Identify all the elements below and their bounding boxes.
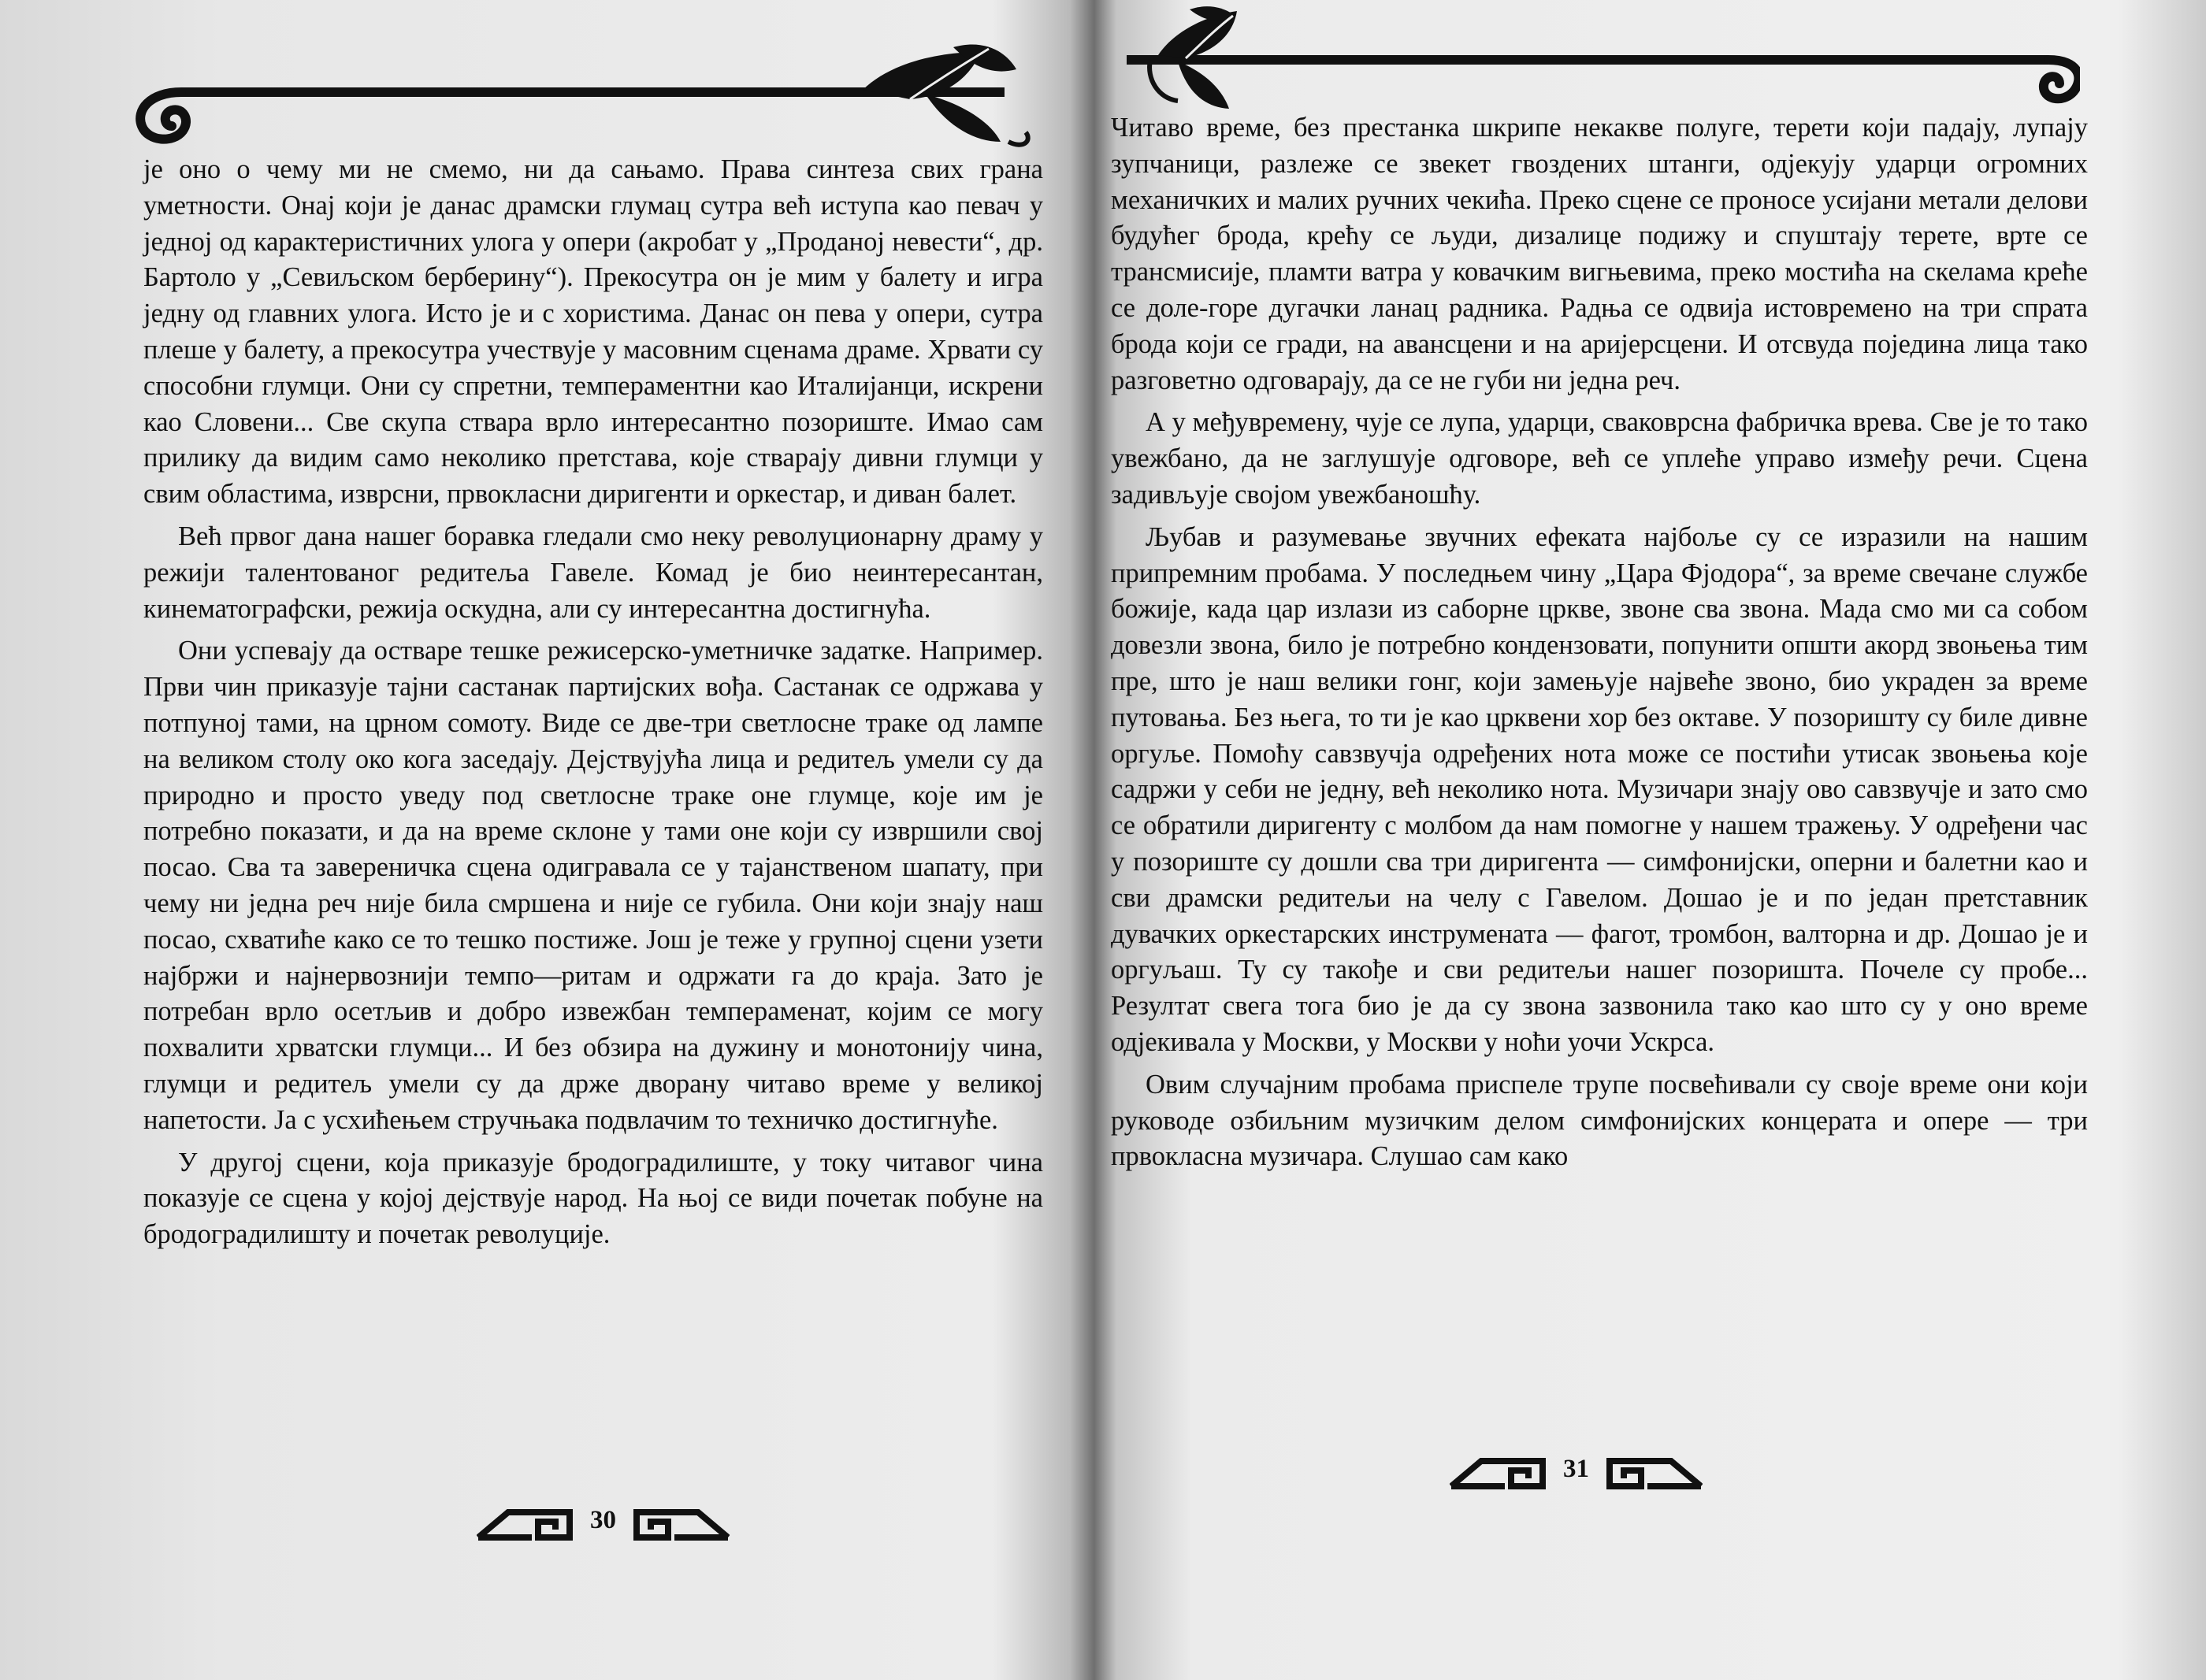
paragraph: Они успевају да остваре тешке режисерско-уметничке задатке. Например. Први чин приказује тајни састанак партијских вођа. Састанак се одржава у потпуној тами, на црном сомоту. Виде се две-три светлосне траке од лампе на великом столу око кога заседају. Дејствујућа лица и редитељ умели су да природно и просто уведу под светлосне траке оне глумце, које им је потребно показати, и да на време склоне у тами оне који су извршили свој посао. Сва та завереничка сцена одигравала се у тајанственом шапату, при чему ни једна реч није била смршена и није се губила. Они који знају наш посао, схватиће како се то тешко постиже. Још је теже у групној сцени узети најбржи и најнервознији темпо—ритам и одржати га до краја. Зато је потребан врло осетљив и добро извежбан темпераменат, којим се могу похвалити хрватски глумци... И без обзира на дужину и монотонију чина, глумци и редитељ умели су да држе дворану читаво време у великој напетости. Ја с усхићењем стручњака подвлачим то техничко достигнуће.	[143, 636, 1043, 1135]
page-footer	[1450, 1445, 1703, 1493]
greek-key-right-icon	[1600, 1445, 1703, 1493]
leaf-scroll-ornament-icon	[1103, 0, 2080, 126]
page-number: 31	[1563, 1454, 1589, 1483]
left-page	[0, 0, 1087, 1680]
paragraph: Овим случајним пробама приспеле трупе посвећивали су своје време они који руководе озбиљним музичким делом симфонијских концерата и опере — три првокласна музичара. Слушао сам како	[1111, 1069, 2088, 1172]
greek-key-left-icon	[477, 1496, 579, 1544]
paragraph: У другој сцени, која приказује бродоградилиште, у току читавог чина показује се сцена у којој дејствује народ. На њој се види почетак побуне на бродоградилишту и почетак револуције.	[143, 1147, 1043, 1250]
paragraph: Љубав и разумевање звучних ефеката најбоље су се изразили на нашим припремним пробама. У последњем чину „Цара Фјодора“, за време свечане службе божије, када цар излази из саборне цркве, звоне сва звона. Мада смо ми са собом довезли звона, било је потребно кондензовати, попунити општи акорд звоњења тим пре, што је наш велики гонг, који замењује највеће звоно, био украден за време путовања. Без њега, то ти је као црквени хор без октаве. У позоришту су биле дивне оргуље. Помоћу савзвучја одређених нота може се постићи утисак звоњења које садржи у себи не једну, већ неколико нота. Музичари знају ово савзвучје и зато смо се обратили диригенту с молбом да нам помогне у нашем тражењу. У одређени час у позориште су дошли сва три диригента — симфонијски, оперни и балетни као и сви драмски редитељи на челу с Гавелом. Дошао је и по један претставник дувачких оркестарских инструмената — фагот, тромбон, валторна и др. Дошао је и оргуљаш. Ту су такође и сви редитељи нашег позоришта. Почеле су пробе... Резултат свега тога био је да су звона зазвонила тако као што су у оно време одјекивала у Москви, у Москви у ноћи уочи Ускрса.	[1111, 521, 2088, 1057]
paragraph: је оно о чему ми не смемо, ни да сањамо. Права синтеза свих грана уметности. Онај који је данас драмски глумац сутра већ иступа као певач у једној од карактеристичних улога у опери (акробат у „Проданој невести“, др. Бартоло у „Севиљском берберину“). Прекосутра он је мим у балету и игра једну од главних улога. Исто је и с хористима. Данас он пева у опери, сутра плеше у балету, а прекосутра учествује у масовним сценама драме. Хрвати су способни глумци. Они су спретни, темпераментни као Италијанци, искрени као Словени... Све скупа ствара врло интересантно позориште. Имао сам прилику да видим само неколико претстава, које стварају дивни глумци у свим областима, изврсни, првокласни диригенти и оркестар, и диван балет.	[143, 154, 1043, 510]
greek-key-right-icon	[627, 1496, 730, 1544]
paragraph: Већ првог дана нашег боравка гледали смо неку револуционарну драму у режији талентованог редитеља Гавеле. Комад је био неинтересантан, кинематографски, режија оскудна, али су интересантна достигнућа.	[143, 521, 1043, 624]
page-number: 30	[590, 1505, 616, 1534]
greek-key-left-icon	[1450, 1445, 1552, 1493]
leaf-scroll-ornament-icon	[134, 32, 1040, 158]
paragraph: Читаво време, без престанка шкрипе некакве полуге, терети који падају, лупају зупчаници, разлеже се звекет гвоздених штанги, одјекују ударци огромних механичких и малих ручних чекића. Преко сцене се проносе усијани метали делови будућег брода, крећу се људи, дизалице подижу и спуштају терете, врте се трансмисије, пламти ватра у ковачким вигњевима, преко мостића на скелама креће се доле-горе дугачки ланац радника. Радња се одвија истовремено на три спрата брода који се гради, на авансцени и на аријерсцени. И отсвуда поједина лица тако разговетно одговарају, да се не губи ни једна реч.	[1111, 113, 2088, 395]
right-page-text	[1111, 110, 2088, 1175]
page-footer	[477, 1496, 730, 1544]
paragraph: А у међувремену, чује се лупа, ударци, сваковрсна фабричка врева. Све је то тако увежбано, да не заглушује одговоре, већ се уплеће управо између речи. Сцена задивљује својом увежбаношћу.	[1111, 407, 2088, 510]
right-page	[1087, 0, 2206, 1680]
left-page-text	[143, 152, 1043, 1253]
